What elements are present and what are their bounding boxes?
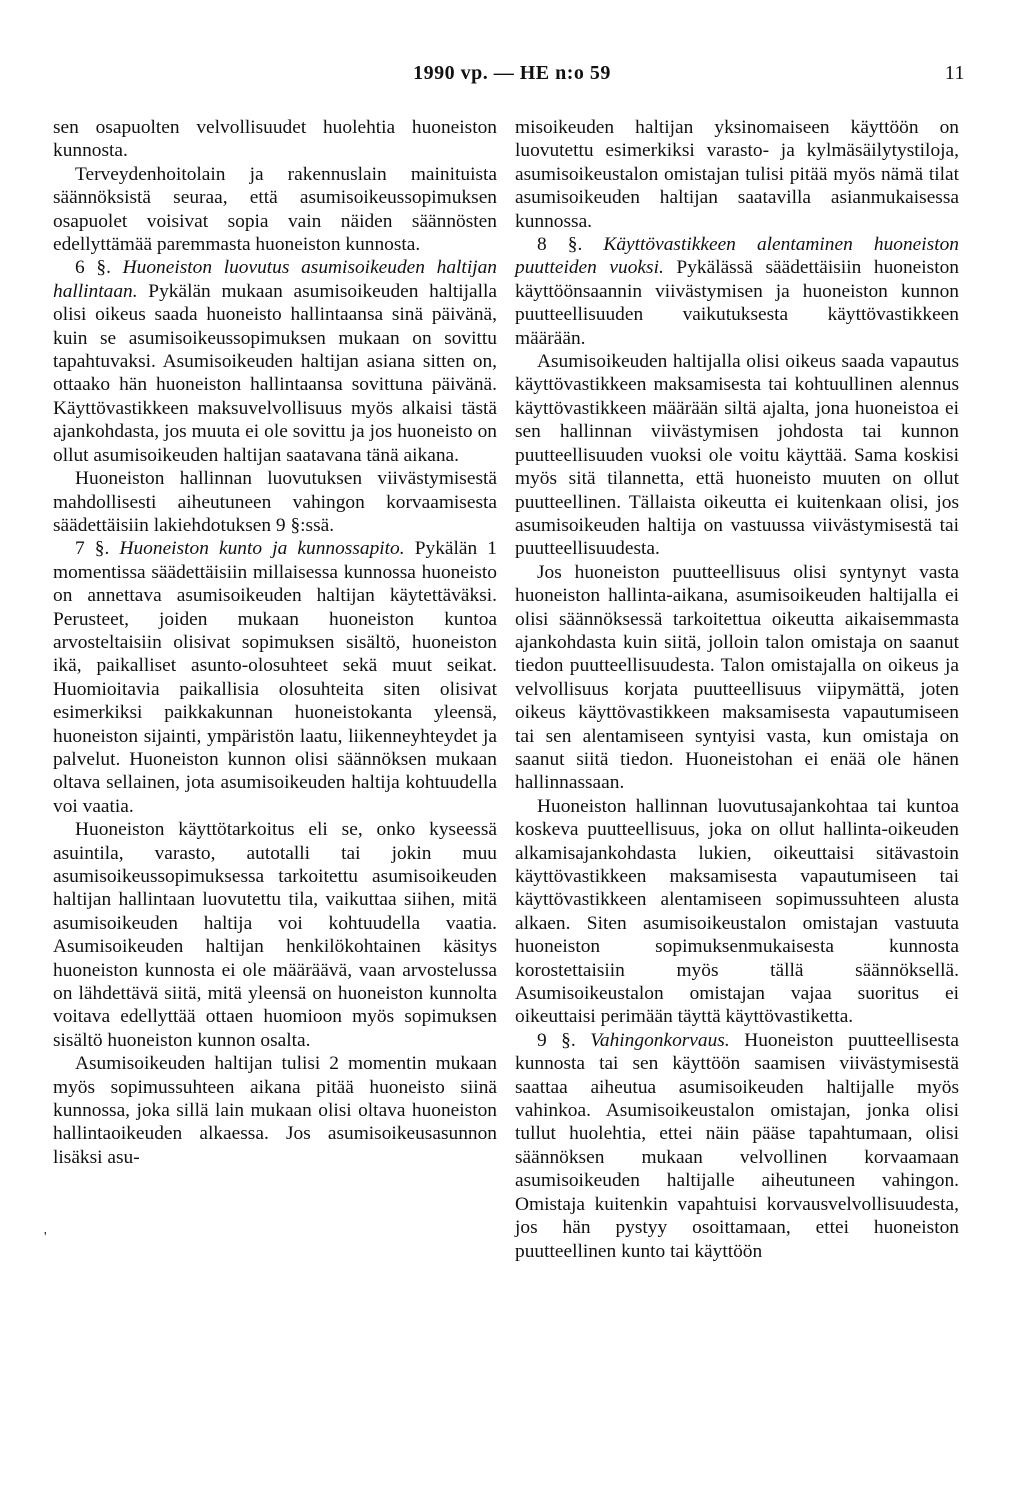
section-title: Huoneiston kunto ja kunnossapito. [119, 538, 405, 560]
paragraph: sen osapuolten velvollisuudet huolehtia huoneiston kunnosta. [53, 117, 497, 162]
paragraph: Asumisoikeuden haltijan tulisi 2 momentin mukaan myös sopimussuhteen aikana pitää huoneisto siinä kunnossa, joka sillä lain mukaan olisi oltava huoneiston hallintaoikeuden alkaessa. Jos asumisoikeusasunnon lisäksi asu- [53, 1053, 497, 1168]
right-column [515, 116, 959, 1263]
document-title: 1990 vp. — HE n:o 59 [413, 62, 611, 84]
section-number: 7 §. [75, 538, 110, 560]
section-number: 6 §. [75, 257, 111, 279]
section-6 [53, 256, 497, 467]
section-title: Käyttövastikkeen alentaminen huoneiston puutteiden vuoksi. [515, 234, 959, 279]
paragraph: Terveydenhoitolain ja rakennuslain mainituista säännöksistä seuraa, että asumisoikeussopimuksen osapuolet voisivat sopia vain näiden säännösten edellyttämää paremmasta huoneiston kunnosta. [53, 163, 497, 256]
section-8 [515, 233, 959, 350]
section-7 [53, 537, 497, 818]
section-text: Pykälässä säädettäisiin huoneiston käyttöönsaannin viivästymisen ja huoneiston kunnon puutteellisuuden vaikutuksesta käyttövastikkeen määrään. [515, 257, 959, 349]
paragraph: Asumisoikeuden haltijalla olisi oikeus saada vapautus käyttövastikkeen maksamisesta tai kohtuullinen alennus käyttövastikkeen määrään siltä ajalta, jona huoneistoa ei sen hallinnan viivästymisen johdosta tai kunnon puutteellisuuden vuoksi ole voitu käyttää. Sama koskisi myös sitä tilannetta, että huoneisto muuten on ollut puutteellinen. Tällaista oikeutta ei kuitenkaan olisi, jos asumisoikeuden haltija on vastuussa viivästymisestä tai puutteellisuudesta. [515, 351, 959, 560]
section-title: Vahingonkorvaus. [590, 1029, 730, 1051]
section-number: 8 §. [537, 234, 583, 256]
paragraph: Huoneiston hallinnan luovutusajankohtaa tai kuntoa koskeva puutteellisuus, joka on ollut hallinta-oikeuden alkamisajankohdasta lukien, oikeuttaisi sitävastoin käyttövastikkeen maksamisesta vapautumiseen tai käyttövastikkeen alentamiseen sopimussuhteen alusta alkaen. Siten asumisoikeustalon omistajan vastuuta huoneiston sopimuksenmukaisesta kunnosta korostettaisiin myös tällä säännöksellä. Asumisoikeustalon omistajan vajaa suoritus ei oikeuttaisi perimään täyttä käyttövastiketta. [515, 795, 959, 1028]
paragraph: Huoneiston hallinnan luovutuksen viivästymisestä mahdollisesti aiheutuneen vahingon korvaamisesta säädettäisiin lakiehdotuksen 9 §:ssä. [53, 468, 497, 536]
paragraph: Huoneiston käyttötarkoitus eli se, onko kyseessä asuintila, varasto, autotalli tai jokin muu asumisoikeussopimuksessa tarkoitettu asumisoikeuden haltijan hallintaan luovutettu tila, vaikuttaa siihen, mitä asumisoikeuden haltija voi kohtuudella vaatia. Asumisoikeuden haltijan henkilökohtainen käsitys huoneiston kunnosta ei ole määräävä, vaan arvostelussa on lähdettävä siitä, mitä yleensä on huoneiston kunnolta voitava edellyttää ottaen huomioon myös sopimuksen sisältö huoneiston kunnon osalta. [53, 819, 497, 1051]
section-title: Huoneiston luovutus asumisoikeuden haltijan hallintaan. [53, 257, 497, 302]
left-column [53, 116, 497, 1169]
section-text: Pykälän mukaan asumisoikeuden haltijalla olisi oikeus saada huoneisto hallintaansa sinä päivänä, kuin se asumisoikeussopimuksen mukaan on sovittu tapahtuvaksi. Asumisoikeuden haltijan asiana sitten on, ottaako hän huoneiston hallintaansa sovittuna päivänä. Käyttövastikkeen maksuvelvollisuus myös alkaisi tästä ajankohdasta, jos muuta ei ole sovittu ja jos huoneisto on ollut asumisoikeuden haltijan saatavana tänä aikana. [53, 280, 497, 466]
margin-mark: ' [44, 1230, 47, 1245]
page-number: 11 [944, 62, 965, 84]
section-text: Huoneiston puutteellisesta kunnosta tai sen käyttöön saamisen viivästymisestä saattaa aiheutua asumisoikeuden haltijalle myös vahinkoa. Asumisoikeustalon omistajan, jonka olisi tullut huolehtia, ettei näin pääse tapahtumaan, olisi säännöksen mukaan velvollinen korvaamaan asumisoikeuden haltijalle aiheutuneen vahingon. Omistaja kuitenkin vapahtuisi korvausvelvollisuudesta, jos hän pystyy osoittamaan, ettei huoneiston puutteellinen kunto tai käyttöön [515, 1029, 959, 1262]
page-header [0, 62, 1024, 90]
section-9 [515, 1029, 959, 1263]
paragraph: misoikeuden haltijan yksinomaiseen käyttöön on luovutettu esimerkiksi varasto- ja kylmäsäilytystiloja, asumisoikeustalon omistajan tulisi pitää myös nämä tilat asumisoikeuden haltijan saatavilla asianmukaisessa kunnossa. [515, 117, 959, 232]
section-text: Pykälän 1 momentissa säädettäisiin millaisessa kunnossa huoneisto on annettava asumisoikeuden haltijan käytettäväksi. Perusteet, joiden mukaan huoneiston kuntoa arvosteltaisiin olisivat sopimuksen sisältö, huoneiston ikä, paikalliset asunto-olosuhteet sekä muut seikat. Huomioitavia paikallisia olosuhteita siten olisivat esimerkiksi paikkakunnan huoneistokanta yleensä, huoneiston sijainti, ympäristön laatu, liikenneyhteydet ja palvelut. Huoneiston kunnon olisi säännöksen mukaan oltava sellainen, jota asumisoikeuden haltija kohtuudella voi vaatia. [53, 538, 497, 817]
paragraph: Jos huoneiston puutteellisuus olisi syntynyt vasta huoneiston hallinta-aikana, asumisoikeuden haltijalla ei olisi säännöksessä tarkoitettua oikeutta aikaisemmasta ajankohdasta kuin siitä, jolloin talon omistaja on saanut tiedon puutteellisuudesta. Talon omistajalla on oikeus ja velvollisuus korjata puutteellisuus viipymättä, joten oikeus käyttövastikkeen maksamisesta vapautumiseen tai sen alentamiseen syntyisi vasta, kun omistaja on saanut siitä tiedon. Huoneistohan ei enää ole hänen hallinnassaan. [515, 561, 959, 794]
section-number: 9 §. [537, 1029, 576, 1051]
